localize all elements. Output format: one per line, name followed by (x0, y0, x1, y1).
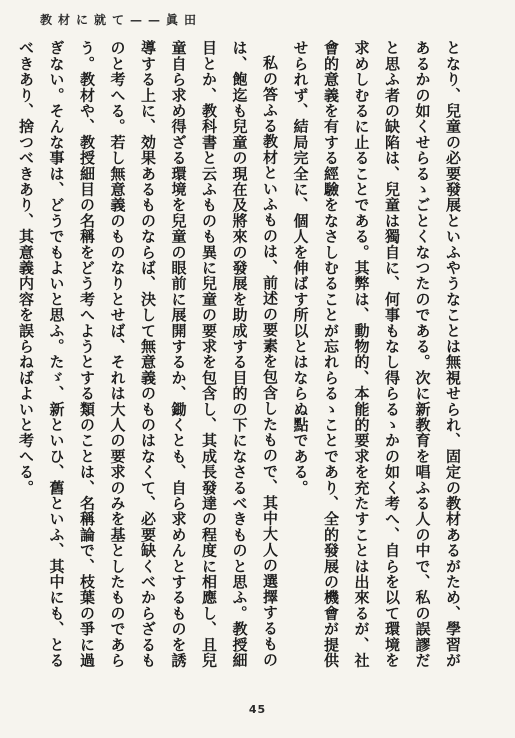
page-number: 45 (248, 703, 267, 716)
vertical-body-text (17, 40, 468, 680)
paragraph-2: 私の答ふる教材といふものは、前述の要素を包含したもので、其中大人の選擇するものは、飽迄も兒童の現在及將來の發展を助成する目的の下になさるべきものと思ふ。教授細目とか、教科書と云ふものも異に兒童の要求を包含し、其成長發達の程度に相應し、且兒童自ら求め得ざる環境を兒童の眼前に展開するか、鋤くとも、自ら求めんとするものを誘導する上に、効果あるものならば、決して無意義のものはなくて、必要缺くべからざるものと考へる。若し無意義のものなりとせば、それは大人の要求のみを基としたものであらう。教材や、教授細目の名稱をどう考へようとする類のことは、名稱論で、枝葉の爭に過ぎない。そんな事は、どうでもよいと思ふ。たゞ、新といひ、舊といふ、其中にも、とるべきあり、捨つべきあり、其意義内容を誤らねばよいと考へる。 (17, 40, 279, 668)
running-head: 教材に就て——眞田 (40, 13, 203, 27)
paragraph-1: となり、兒童の必要發展といふやうなことは無視せられ、固定の教材あるがため、學習があるかの如くせらるゝごとくなつたのである。次に新教育を唱ふる人の中で、私の誤謬だと思ふ者の缺陷は、兒童は獨自に、何事もなし得らるゝかの如く考へ、自らを以て環境を求めしむるに止ることである。其弊は、動物的、本能的要求を充たすことは出來るが、社會的意義を有する經驗をなさしむることが忘れらるゝことであり、全的發展の機會が提供せられず、結局完全に、個人を伸ばす所以とはならぬ點である。 (291, 40, 462, 669)
